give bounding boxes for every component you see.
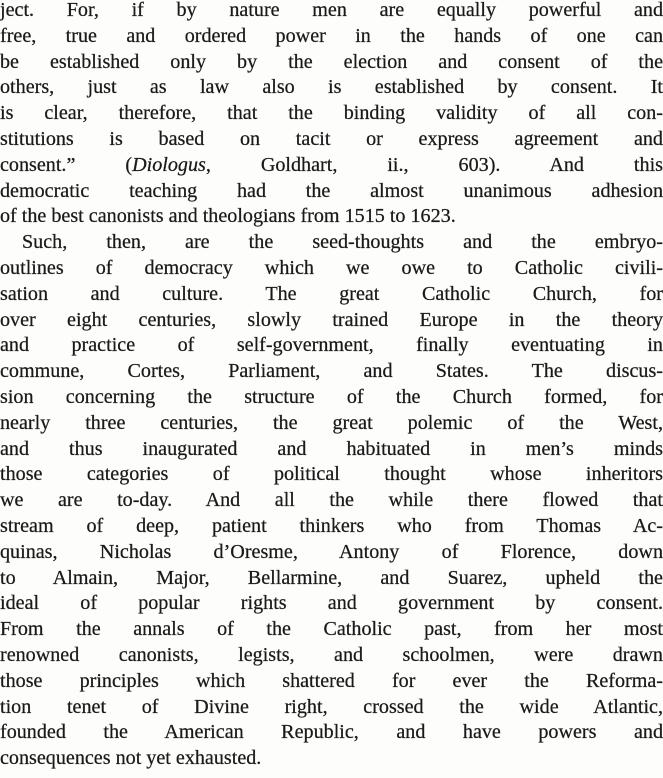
text-line: ject. For, if by nature men are equally powerful and — [0, 0, 663, 21]
text-line: those principles which shattered for ever the Reforma- — [0, 669, 663, 692]
text-line: to Almain, Major, Bellarmine, and Suarez, upheld the — [0, 566, 663, 589]
text-line: ideal of popular rights and government by consent. — [0, 592, 663, 615]
text-line: is clear, therefore, that the binding validity of all con- — [0, 102, 663, 125]
text-line: Such, then, are the seed-thoughts and the embryo- — [22, 231, 663, 254]
text-line: consequences not yet exhausted. — [0, 747, 262, 770]
citation-lead: consent.” — [0, 153, 76, 176]
text-line: over eight centuries, slowly trained Europe in the theory — [0, 308, 663, 331]
text-line: commune, Cortes, Parliament, and States. The discus- — [0, 360, 663, 383]
text-line: renowned canonists, legists, and schoolmen, were drawn — [0, 644, 663, 666]
text-line: nearly three centuries, the great polemic of the West, — [0, 411, 663, 434]
text-line: democratic teaching had the almost unanimous adhesion — [0, 179, 663, 202]
citation-rest: , Goldhart, ii., 603). And this — [205, 153, 663, 176]
text-line: free, true and ordered power in the hands of one can — [0, 24, 663, 47]
text-line: be established only by the election and consent of the — [0, 50, 663, 73]
text-line: stitutions is based on tacit or express agreement and — [0, 128, 663, 150]
text-line: others, just as law also is established by consent. It — [0, 76, 663, 99]
citation-title: Diologus — [132, 153, 206, 176]
text-line: stream of deep, patient thinkers who from Thomas Ac- — [0, 515, 663, 537]
citation-open: ( — [75, 153, 133, 176]
text-line: sation and culture. The great Catholic Church, for — [0, 282, 663, 305]
text-line: of the best canonists and theologians from 1515 to 1623. — [0, 205, 456, 228]
text-line: and thus inaugurated and habituated in men’s minds — [0, 437, 663, 460]
text-line: we are to-day. And all the while there flowed that — [0, 489, 663, 512]
text-line: and practice of self-government, finally eventuating in — [0, 334, 663, 357]
text-line: founded the American Republic, and have powers and — [0, 721, 663, 744]
text-line: those categories of political thought whose inheritors — [0, 463, 663, 486]
text-line-citation — [0, 153, 663, 179]
text-line: outlines of democracy which we owe to Catholic civili- — [0, 257, 663, 279]
text-line: sion concerning the structure of the Church formed, for — [0, 386, 663, 408]
text-line: tion tenet of Divine right, crossed the wide Atlantic, — [0, 695, 663, 718]
text-line: From the annals of the Catholic past, from her most — [0, 618, 663, 641]
text-line: quinas, Nicholas d’Oresme, Antony of Florence, down — [0, 540, 663, 563]
